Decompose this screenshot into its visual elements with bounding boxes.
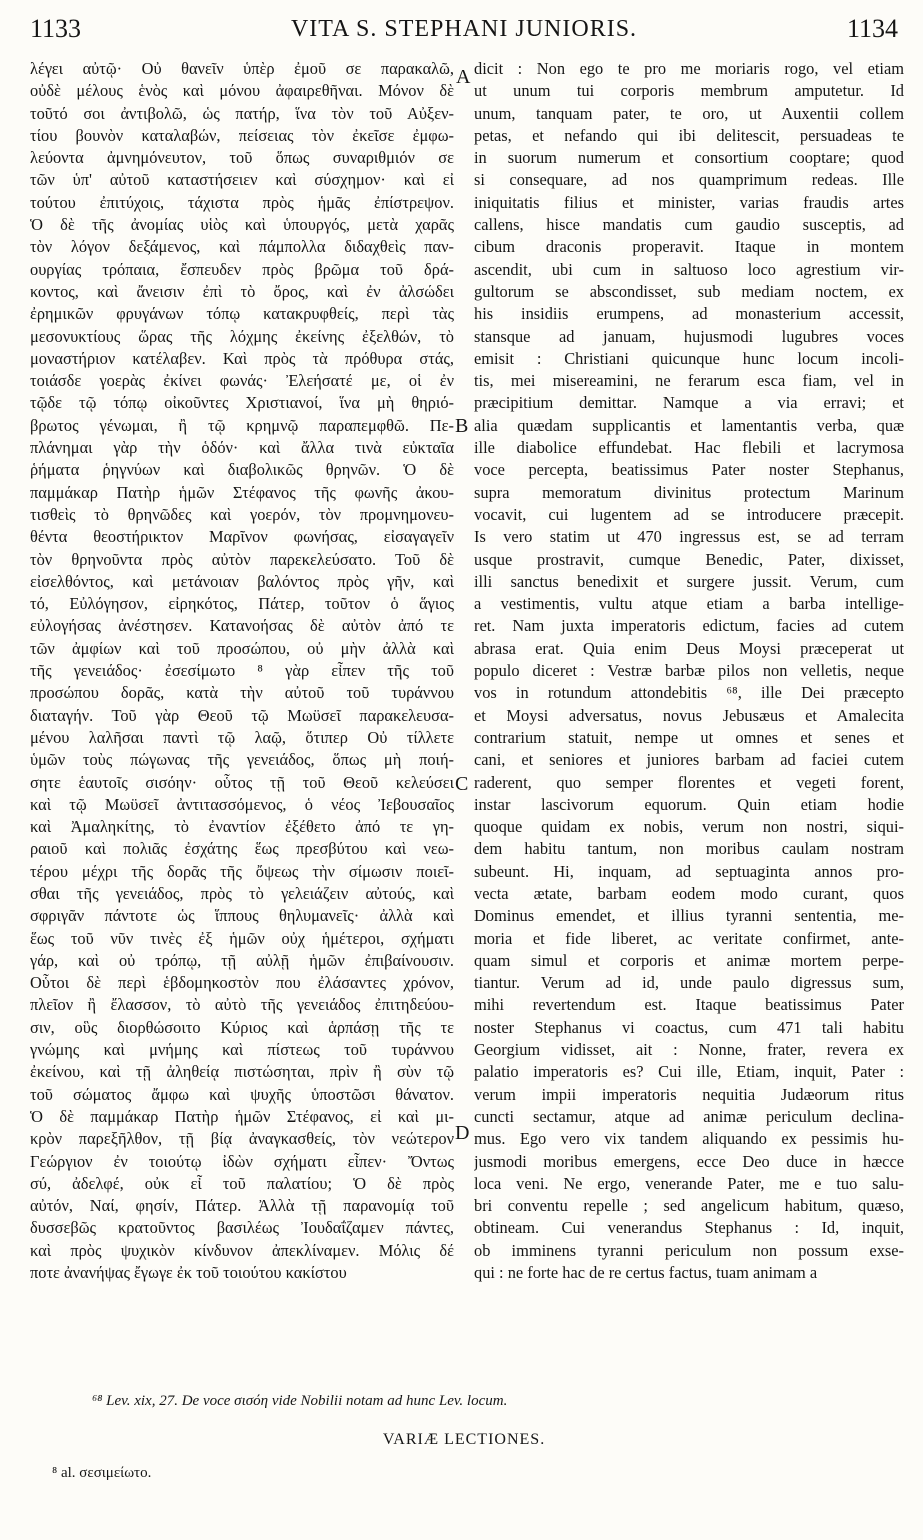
latin-text-line: moria et fide liberet, ac veritate confirmet, ante- (474, 928, 904, 948)
greek-text-line: τῆς γενειάδος· ἐσεσίμωτο ⁸ γὰρ εἶπεν τῆς τοῦ (30, 661, 454, 681)
latin-text-line: noster Stephanus vi coactus, cum 471 tali habitu (474, 1017, 904, 1037)
greek-text-line: Γεώργιον ἐν τοιούτῳ ἰδὼν σχήματι εἶπεν· Ὄντως (30, 1151, 454, 1171)
latin-text-line: palatio imperatoris es? Cui ille, Etiam, inquit, Pater : (474, 1062, 904, 1082)
latin-text-line: Dominus emendet, et illius tyranni sententia, me- (474, 906, 904, 926)
greek-text-line: σφριγᾶν πάντοτε ὡς ἵππους θηλυμανεῖς· ἀλλὰ καὶ (30, 906, 454, 926)
greek-text-line: ἐκείνου, καὶ τῇ ἀληθείᾳ πιστώσηται, πρὶν ἢ σὺν τῷ (30, 1062, 454, 1082)
greek-text-line: ἐρημικῶν φρυγάνων τόπῳ κατακρυφθείς, περὶ τὰς (30, 304, 454, 324)
latin-text-line: tiantur. Verum ad id, unde paulo digressus sum, (474, 973, 904, 993)
greek-text-line: παμμάκαρ Πατὴρ ἡμῶν Στέφανος τῆς φωνῆς ἀκου- (30, 482, 454, 502)
greek-text-line: τισθεὶς τὸ θρηνῶδες καὶ γοερόν, τὸν προμνημονευ- (30, 504, 454, 524)
greek-text-line: Οὗτοι δὲ περὶ ἑβδομηκοστὸν που ἐλάσαντες χρόνον, (30, 973, 454, 993)
latin-text-line: loca veni. Ne ergo, venerande Pater, me e tuo salu- (474, 1173, 904, 1193)
latin-text-line: cani, et seniores et juniores barbam ad faciei cutem (474, 750, 904, 770)
latin-text-line: contrarium statuit, nempe ut omnes et senes et (474, 727, 904, 747)
latin-text-line: ascendit, ubi cum in saltuoso loco agrestium vir- (474, 259, 904, 279)
page-header (30, 14, 898, 50)
latin-text-line: illi sanctus benedixit et surgere jussit. Verum, cum (474, 571, 904, 591)
greek-text-line: λέγει αὐτῷ· Οὐ θανεῖν ὑπὲρ ἐμοῦ σε παρακαλῶ, (30, 59, 454, 78)
latin-text-line: qui : ne forte hac de re certus factus, tuam animam a (474, 1263, 818, 1283)
page-number-left: 1133 (30, 14, 82, 43)
greek-text-line: Ὁ δὲ τῆς ἀνομίας υἱὸς καὶ ὑπουργός, μετὰ χαρᾶς (30, 215, 454, 235)
greek-text-line: γνώμης καὶ μνήμης καὶ πίστεως τοῦ τυράννου (30, 1040, 454, 1060)
greek-text-line: κοντος, καὶ ἄνεισιν ἐπὶ τὸ ὄρος, καὶ ἐν ἀλσώδει (30, 281, 454, 301)
greek-text-line: Ὁ δὲ παμμάκαρ Πατὴρ ἡμῶν Στέφανος, εἰ καὶ μι- (30, 1106, 454, 1126)
latin-text-line: iniquitatis filius et minister, varias fraudis artes (474, 192, 904, 212)
greek-text-line: δυσσεβῶς κρατοῦντος βασιλέως Ἰουδαΐζαμεν πάντες, (30, 1218, 454, 1238)
greek-text-line: τέρου μέχρι τῆς δορᾶς τῆς ὄψεως τὴν σίμωσιν ποιεῖ- (30, 861, 454, 881)
margin-letter-d: D (455, 1122, 470, 1144)
latin-text-line: vecta ætate, barbam eodem modo curant, quos (474, 883, 904, 903)
greek-text-line: ἕως τοῦ νῦν τινὲς ἐξ ἡμῶν οὐχ ἡμέτεροι, σχήματι (30, 928, 454, 948)
greek-text-line: τό, Εὐλόγησον, εἰρηκότος, Πάτερ, τοῦτον ὁ ἅγιος (30, 594, 454, 614)
latin-text-line: unum, tanquam pater, te oro, ut Auxentii collem (474, 103, 904, 123)
greek-text-line: εὐλογήσας ἀνέστησεν. Κατανοήσας δὲ αὐτὸν ἀπό τε (30, 616, 454, 636)
greek-text-line: τοιάσδε γοερὰς ἐκίνει φωνάς· Ἐλεήσατέ με, οἱ ἐν (30, 371, 454, 391)
greek-text-line: τοῦ σώματος ἄμφω καὶ ψυχῆς ὑποστῶσι θάνατον. (30, 1084, 454, 1104)
latin-text-line: quam simul et corporis et animæ mortem perpe- (474, 950, 904, 970)
greek-text-line: μένου λαλῆσαι παντὶ τῷ λαῷ, ὅτιπερ Οὐ τίλλετε (30, 727, 454, 747)
greek-text-line: τῶν ἀμφίων καὶ τοῦ προσώπου, οὐ μὴν ἀλλὰ καὶ (30, 638, 454, 658)
latin-text-line: cuncti sectamur, atque ad animæ periculum declina- (474, 1106, 904, 1126)
latin-text-column (474, 58, 904, 1284)
greek-text-line: ῥήματα ῥηγνύων καὶ διαβολικῶς θρηνῶν. Ὁ δὲ (30, 460, 454, 480)
footnote-variant-8: ⁸ al. σεσιμείωτο. (52, 1465, 152, 1481)
latin-text-line: a vestimentis, vultu atque etiam a barba intellige- (474, 594, 904, 614)
greek-text-line: σύ, ἀδελφέ, οὐκ εἶ τοῦ παλατίου; Ὁ δὲ πρὸς (30, 1173, 454, 1193)
latin-text-line: ret. Nam juxta imperatoris edictum, facies ad cutem (474, 616, 904, 636)
greek-text-line: μεσονυκτίους ὥρας τῆς λόχμης ἐκείνης ἐξελθών, τὸ (30, 326, 454, 346)
latin-text-line: mihi revertendum est. Itaque beatissimus Pater (474, 995, 904, 1015)
greek-text-line: τῷδε τῷ τόπῳ οἰκοῦντες Χριστιανοί, ἵνα μὴ θηριό- (30, 393, 454, 413)
latin-text-line: voce percepta, beatissimus Pater noster Stephanus, (474, 460, 904, 480)
greek-text-line: πλεῖον ἢ ἔλασσον, τὸ αὐτὸ τῆς γενειάδος ἐπιτηδεύου- (30, 995, 454, 1015)
greek-text-line: ραιοῦ καὶ πολιᾶς ἐσχάτης ἕως πρεσβύτου καὶ νεω- (30, 839, 454, 859)
latin-text-line: callens, hisce mandatis cum gaudio susceptis, ad (474, 215, 904, 235)
greek-text-line: θέντα θεοστήρικτον Μαρῖνον φωνήσας, εἰσαγαγεῖν (30, 527, 454, 547)
running-title: VITA S. STEPHANI JUNIORIS. (290, 16, 638, 42)
greek-text-line: καὶ Ἀμαληκίτης, τὸ ἐναντίον ἐξέθετο ἀπό τε γη- (30, 817, 454, 837)
latin-text-line: Is vero statim ut 470 ingressus est, se ad terram (474, 527, 904, 547)
greek-text-line: γάρ, καὶ οὐ τρόπῳ, τῇ αὐλῇ ἡμῶν ἐπιβαίνουσιν. (30, 950, 454, 970)
latin-text-line: gultorum se abscondisset, sub mediam noctem, ex (474, 281, 904, 301)
latin-text-line: in suorum numerum et consortium cooptare; quod (474, 148, 904, 168)
greek-text-line: προσώπου δορᾶς, κατὰ τὴν αὐτοῦ τοῦ τυράννου (30, 683, 454, 703)
greek-text-line: μοναστήριον κατέλαβεν. Καὶ πρὸς τὰ πρόθυρα στάς, (30, 348, 454, 368)
greek-text-line: τῶν ὑπ' αὐτοῦ καταστήσειεν καὶ σύσχημον· καὶ εἰ (30, 170, 454, 190)
latin-text-line: mus. Ego vero vix tandem aliquando ex pessimis hu- (474, 1129, 904, 1149)
greek-text-line: ποτε ἀνανήψας ἔγωγε ἐκ τοῦ τοιούτου κακίστου (30, 1263, 347, 1283)
greek-text-line: ουργίας τρόπαια, ἔσπευδεν πρὸς βρῶμα τοῦ δρά- (30, 259, 454, 279)
latin-text-line: emisit : Christiani quicunque hunc locum incoli- (474, 348, 904, 368)
greek-text-line: οὐδὲ μέλους ἑνὸς καὶ μόνου ἀφαιρεθῆναι. Μόνον δὲ (30, 81, 454, 101)
greek-text-line: βρωτος γένωμαι, ἢ τῷ κρημνῷ παραπεμφθῶ. Πε- (30, 415, 454, 435)
greek-text-line: αὐτόν, Ναί, φησίν, Πάτερ. Ἀλλὰ τῇ παρανομίᾳ τοῦ (30, 1196, 454, 1216)
latin-text-line: quoque quidam ex nobis, verum non nostri, siqui- (474, 817, 904, 837)
margin-letter-a: A (456, 66, 471, 88)
greek-text-line: τούτου ἐπιτύχοις, τάχιστα πρὸς ἡμᾶς ἐπίστρεψον. (30, 192, 454, 212)
latin-text-line: præcipitium demittar. Namque a via erravi; et (474, 393, 904, 413)
greek-text-line: τοῦτό σοι ἀντιβολῶ, ὡς πατήρ, ἵνα τὸν τοῦ Αὐξεν- (30, 103, 454, 123)
latin-text-line: ut unum tui corporis membrum amputetur. Id (474, 81, 904, 101)
greek-text-line: κρὸν παρεξῆλθον, τῇ βίᾳ ἀναγκασθείς, τὸν νεώτερον (30, 1129, 454, 1149)
greek-text-line: καὶ πρὸς ψυχικὸν κίνδυνον ἀπεκλίναμεν. Μόλις δέ (30, 1240, 454, 1260)
latin-text-line: subeunt. Hi, inquam, ad septuaginta annos pro- (474, 861, 904, 881)
latin-text-line: populo diceret : Vestræ barbæ pilos non velletis, neque (474, 661, 904, 681)
latin-text-line: his insidiis erumpens, ad monasterium accessit, (474, 304, 904, 324)
latin-text-line: cibum draconis properavit. Itaque in montem (474, 237, 904, 257)
latin-text-line: si consequare, ad nos quamprimum redeas. Ille (474, 170, 904, 190)
latin-text-line: usque prostravit, cumque Benedic, Pater, dixisset, (474, 549, 904, 569)
latin-text-line: verum impii imperatoris nequitia Judæorum ritus (474, 1084, 904, 1104)
latin-text-line: Georgium vidisset, ait : Nonne, frater, revera ex (474, 1040, 904, 1060)
margin-letter-b: B (455, 415, 469, 437)
greek-text-line: σητε ἑαυτοῖς σισόην· οὗτος τῇ τοῦ Θεοῦ κελεύσει (30, 772, 454, 792)
greek-text-line: διαταγήν. Τοῦ γὰρ Θεοῦ τῷ Μωϋσεῖ παρακελευσα- (30, 705, 454, 725)
latin-text-line: bri conventu repelle ; sed angelicum habitum, quæso, (474, 1196, 904, 1216)
latin-text-line: ille diabolice effundebat. Hac flebili et lacrymosa (474, 438, 904, 458)
latin-text-line: abrasa erat. Quia enim Deus Moysi præceperat ut (474, 638, 904, 658)
greek-text-line: λεύοντα ἀμνημόνευτον, τοῦ ὅπως συναριθμιόν σε (30, 148, 454, 168)
latin-text-line: jusmodi moribus emergens, ecce Deo duce in hæcce (474, 1151, 904, 1171)
latin-text-line: raderent, quo semper florentes et vegeti forent, (474, 772, 904, 792)
latin-text-line: dicit : Non ego te pro me moriaris rogo, vel etiam (474, 59, 904, 78)
greek-text-column (30, 58, 454, 1284)
greek-text-line: ὑμῶν τοὺς πώγωνας τῆς γενειάδος, ὅπως μὴ ποιή- (30, 750, 454, 770)
greek-text-line: πλάνημαι γὰρ τὴν ὁδόν· καὶ ἄλλα τινὰ εὐκταῖα (30, 438, 454, 458)
greek-text-line: τὸν λόγον δεξάμενος, καὶ πάμπολλα διδαχθεὶς παν- (30, 237, 454, 257)
greek-text-line: καὶ τῷ Μωϋσεῖ ἀντιτασσόμενος, ὁ νέος Ἰεβουσαῖος (30, 794, 454, 814)
latin-text-line: stansque ad januam, hujusmodi lugubres voces (474, 326, 904, 346)
latin-text-line: tis, mei misereamini, ne ferarum esca fiam, vel in (474, 371, 904, 391)
latin-text-line: petas, et nefando qui ibi delitescit, persuadeas te (474, 125, 904, 145)
page-number-right: 1134 (846, 14, 898, 43)
variae-lectiones-heading: VARIÆ LECTIONES. (382, 1431, 546, 1448)
latin-text-line: et Moysi adversatus, novus Jebusæus et Amalecita (474, 705, 904, 725)
margin-letter-c: C (455, 773, 469, 795)
latin-text-line: instar lascivorum equorum. Quin etiam hodie (474, 794, 904, 814)
latin-text-line: alia quædam supplicantis et lamentantis verba, quæ (474, 415, 904, 435)
greek-text-line: σιν, οὓς διορθώσοιτο Κύριος καὶ ἁρπάσῃ τῆς τε (30, 1017, 454, 1037)
greek-text-line: σθαι τῆς γενειάδος, πρὸς τὸ γελειάζειν αὐτούς, καὶ (30, 883, 454, 903)
latin-text-line: ob imminens tyranni periculum non possum exse- (474, 1240, 904, 1260)
latin-text-line: vos in rotundum attondebitis ⁶⁸, ille Dei præcepto (474, 683, 904, 703)
footnote-68: ⁶⁸ Lev. xix, 27. De voce σισόη vide Nobilii notam ad hunc Lev. locum. (92, 1393, 508, 1409)
latin-text-line: supra memoratum divinitus protectum Marinum (474, 482, 904, 502)
greek-text-line: εἰσελθόντος, καὶ μετάνοιαν βαλόντος πρὸς γῆν, καὶ (30, 571, 454, 591)
latin-text-line: vocavit, cui lugentem ad se introducere præcepit. (474, 504, 904, 524)
greek-text-line: τίου βουνὸν καταλαβών, πείσειας τὸν ἐκεῖσε ἐμφω- (30, 125, 454, 145)
latin-text-line: obtineam. Cui venerandus Stephanus : Id, inquit, (474, 1218, 904, 1238)
greek-text-line: τὸν θρηνοῦντα πρὸς αὐτὸν παρεκελεύσατο. Τοῦ δὲ (30, 549, 454, 569)
latin-text-line: dem habitu tantum, non moribus caulam nostram (474, 839, 904, 859)
